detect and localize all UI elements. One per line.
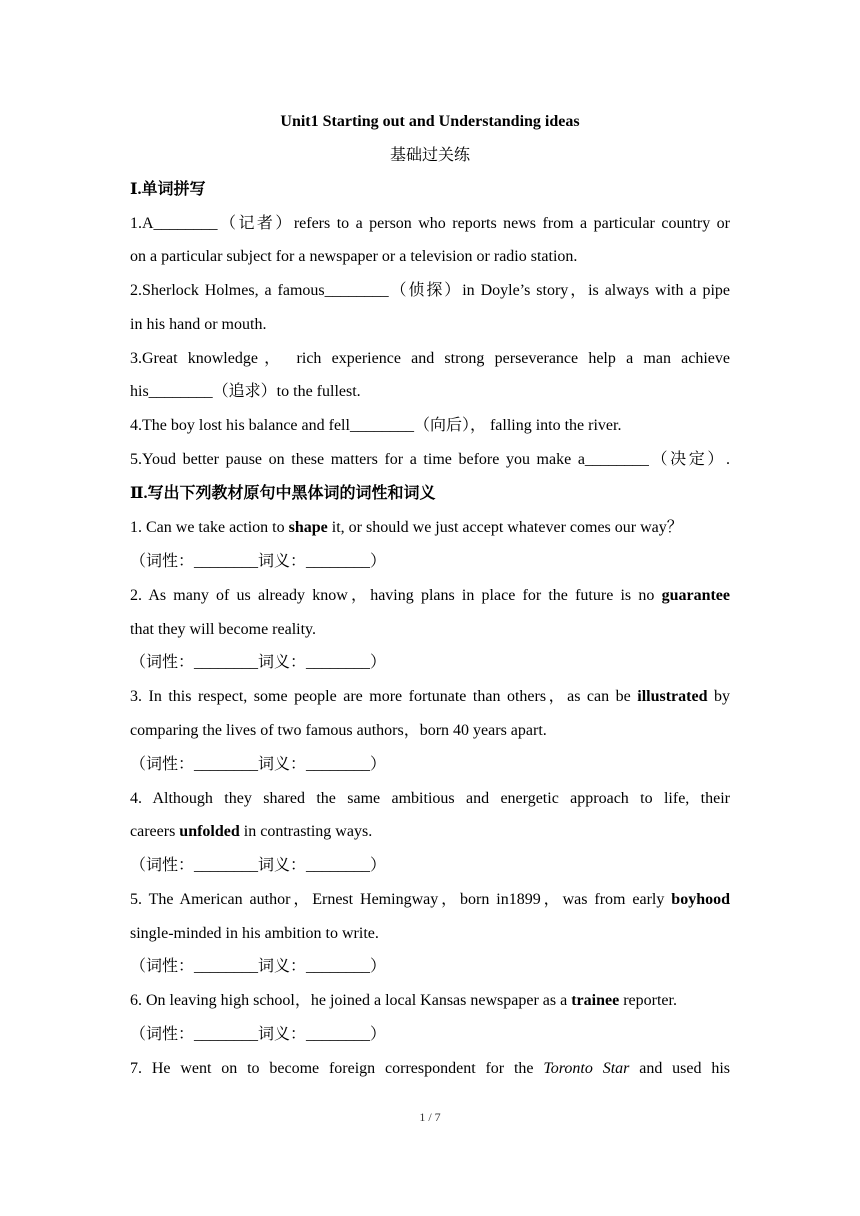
s2-q3-answer-line: （词性：________词义：________） (130, 756, 387, 773)
s2-q2-line1 (130, 586, 730, 606)
s2-q5-bold-word: boyhood (671, 891, 730, 908)
s2-q4-line2 (130, 822, 730, 842)
section1-heading: Ⅰ.单词拼写 (130, 181, 206, 198)
s2-q2-bold-word: guarantee (661, 587, 730, 604)
s1-q5-line1: 5.Youd better pause on these matters for a time before you make a________（决定）. (130, 451, 730, 468)
s2-q3-line1 (130, 687, 730, 707)
s2-q3-line2: comparing the lives of two famous authors，born 40 years apart. (130, 722, 547, 739)
s2-q3-text-after: by (707, 688, 730, 705)
page-subtitle: 基础过关练 (389, 147, 470, 164)
s2-q6-bold-word: trainee (571, 992, 620, 1009)
s2-q1-line1 (130, 518, 730, 538)
s1-q2-line1: 2.Sherlock Holmes, a famous________（侦探）in Doyle’s story，is always with a pipe (130, 282, 730, 299)
s1-q1-line2: on a particular subject for a newspaper or a television or radio station. (130, 248, 578, 265)
s2-q6-text-before: 6. On leaving high school，he joined a local Kansas newspaper as a (130, 992, 572, 1009)
s2-q1-text-after: it, or should we just accept whatever comes our way？ (327, 519, 683, 536)
s2-q4-text-before: careers (130, 823, 180, 840)
section2-heading: Ⅱ.写出下列教材原句中黑体词的词性和词义 (130, 485, 436, 502)
s2-q4-answer-line: （词性：________词义：________） (130, 857, 387, 874)
s2-q4-bold-word: unfolded (179, 823, 240, 840)
s2-q2-line2: that they will become reality. (130, 621, 317, 638)
s2-q4-text-after: in contrasting ways. (239, 823, 373, 840)
s2-q1-bold-word: shape (288, 519, 328, 536)
s1-q3-line1: 3.Great knowledge， rich experience and strong perseverance help a man achieve (130, 350, 730, 367)
s2-q7-line1 (130, 1059, 730, 1079)
s2-q4-line1: 4. Although they shared the same ambitious and energetic approach to life, their (130, 790, 730, 807)
s1-q3-line2: his________（追求）to the fullest. (130, 383, 361, 400)
s1-q1-line1: 1.A________（记者）refers to a person who reports news from a particular country or (130, 215, 730, 232)
s2-q5-text-before: 5. The American author，Ernest Hemingway，born in1899，was from early (130, 891, 672, 908)
s2-q3-bold-word: illustrated (637, 688, 708, 705)
s2-q7-text-before: 7. He went on to become foreign correspondent for the (130, 1060, 544, 1077)
page-number: 1 / 7 (419, 1110, 441, 1124)
s2-q7-italic-title: Toronto Star (543, 1060, 630, 1077)
s2-q6-line1 (130, 991, 730, 1011)
s2-q6-text-after: reporter. (619, 992, 677, 1009)
s2-q1-answer-line: （词性：________词义：________） (130, 553, 387, 570)
s1-q4-line1: 4.The boy lost his balance and fell________（向后）， falling into the river. (130, 417, 622, 434)
page-title: Unit1 Starting out and Understanding ideas (280, 113, 580, 130)
s2-q2-text-before: 2. As many of us already know，having plans in place for the future is no (130, 587, 662, 604)
s2-q1-text-before: 1. Can we take action to (130, 519, 289, 536)
s1-q2-line2: in his hand or mouth. (130, 316, 267, 333)
s2-q3-text-before: 3. In this respect, some people are more fortunate than others，as can be (130, 688, 638, 705)
s2-q5-answer-line: （词性：________词义：________） (130, 958, 387, 975)
s2-q5-line1 (130, 890, 730, 910)
s2-q2-answer-line: （词性：________词义：________） (130, 654, 387, 671)
s2-q6-answer-line: （词性：________词义：________） (130, 1026, 387, 1043)
s2-q7-text-after: and used his (629, 1060, 730, 1077)
s2-q5-line2: single-minded in his ambition to write. (130, 925, 379, 942)
